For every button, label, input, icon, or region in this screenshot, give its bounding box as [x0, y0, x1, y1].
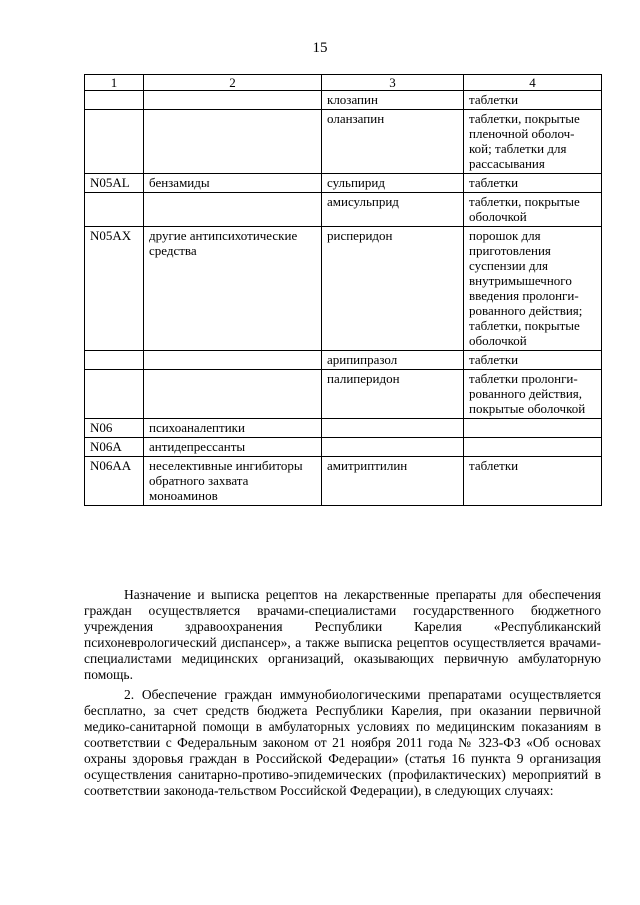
drug-cell: рисперидон — [322, 227, 464, 351]
atc-code-cell: N06A — [85, 438, 144, 457]
header-cell: 1 — [85, 75, 144, 91]
table-row — [85, 227, 602, 351]
table-row — [85, 457, 602, 506]
table-row — [85, 438, 602, 457]
paragraph-text: 2. Обеспечение граждан иммунобиологическими препаратами осуществляется бесплатно, за счет средств бюджета Республики Карелия, при оказании первичной медико-санитарной помощи в амбулаторных условиях по медицинским показаниям в соответствии с Федеральным законом от 21 ноября 2011 года № 323-ФЗ «Об основах охраны здоровья граждан в Российской Федерации» (статья 16 пункта 9 организация осуществления санитарно-противо-эпидемических (профилактических) мероприятий в соответствии законода-тельством Российской Федерации), в следующих случаях: — [84, 687, 601, 798]
drug-cell: сульпирид — [322, 174, 464, 193]
header-cell: 3 — [322, 75, 464, 91]
table-row — [85, 91, 602, 110]
atc-code-cell — [85, 351, 144, 370]
group-cell — [144, 351, 322, 370]
form-cell: таблетки, покрытые оболочкой — [464, 193, 602, 227]
header-cell: 2 — [144, 75, 322, 91]
atc-code-cell: N05AL — [85, 174, 144, 193]
page-number: 15 — [312, 40, 328, 56]
atc-code-cell: N05AX — [85, 227, 144, 351]
drug-cell: клозапин — [322, 91, 464, 110]
drug-cell — [322, 419, 464, 438]
paragraph-text: Назначение и выписка рецептов на лекарственные препараты для обеспечения граждан осуществляется врачами-специалистами государственного бюджетного учреждения здравоохранения Республики Карелия «Республиканский психоневрологический диспансер», а также выписка рецептов осуществляется врачами-специалистами медицинских организаций, оказывающих первичную амбулаторную помощь. — [84, 587, 601, 682]
group-cell: психоаналептики — [144, 419, 322, 438]
drug-cell: арипипразол — [322, 351, 464, 370]
form-cell: таблетки — [464, 174, 602, 193]
table-row — [85, 351, 602, 370]
atc-code-cell — [85, 193, 144, 227]
group-cell: другие антипсихотические средства — [144, 227, 322, 351]
atc-code-cell — [85, 370, 144, 419]
drug-cell — [322, 438, 464, 457]
table-row — [85, 419, 602, 438]
atc-code-cell: N06AA — [85, 457, 144, 506]
table-row — [85, 110, 602, 174]
table-header-row — [85, 75, 602, 91]
atc-code-cell — [85, 91, 144, 110]
form-cell — [464, 438, 602, 457]
group-cell: антидепрессанты — [144, 438, 322, 457]
group-cell — [144, 110, 322, 174]
drug-cell: амисульприд — [322, 193, 464, 227]
group-cell — [144, 370, 322, 419]
group-cell: неселективные ингибиторы обратного захвата моноаминов — [144, 457, 322, 506]
drug-cell: палиперидон — [322, 370, 464, 419]
form-cell: таблетки, покрытые пленочной оболоч- кой; таблетки для рассасывания — [464, 110, 602, 174]
atc-code-cell: N06 — [85, 419, 144, 438]
atc-code-cell — [85, 110, 144, 174]
group-cell: бензамиды — [144, 174, 322, 193]
table-row — [85, 370, 602, 419]
table-row — [85, 174, 602, 193]
form-cell — [464, 419, 602, 438]
drug-table — [84, 74, 602, 506]
header-cell: 4 — [464, 75, 602, 91]
form-cell: порошок для приготовления суспензии для внутримышечного введения пролонги- рованного действия; таблетки, покрытые оболочкой — [464, 227, 602, 351]
group-cell — [144, 91, 322, 110]
paragraph-prescription — [84, 587, 601, 683]
form-cell: таблетки — [464, 91, 602, 110]
drug-cell: амитриптилин — [322, 457, 464, 506]
form-cell: таблетки — [464, 351, 602, 370]
form-cell: таблетки пролонги- рованного действия, покрытые оболочкой — [464, 370, 602, 419]
paragraph-immunobiological — [84, 687, 601, 799]
drug-cell: оланзапин — [322, 110, 464, 174]
form-cell: таблетки — [464, 457, 602, 506]
group-cell — [144, 193, 322, 227]
table-row — [85, 193, 602, 227]
